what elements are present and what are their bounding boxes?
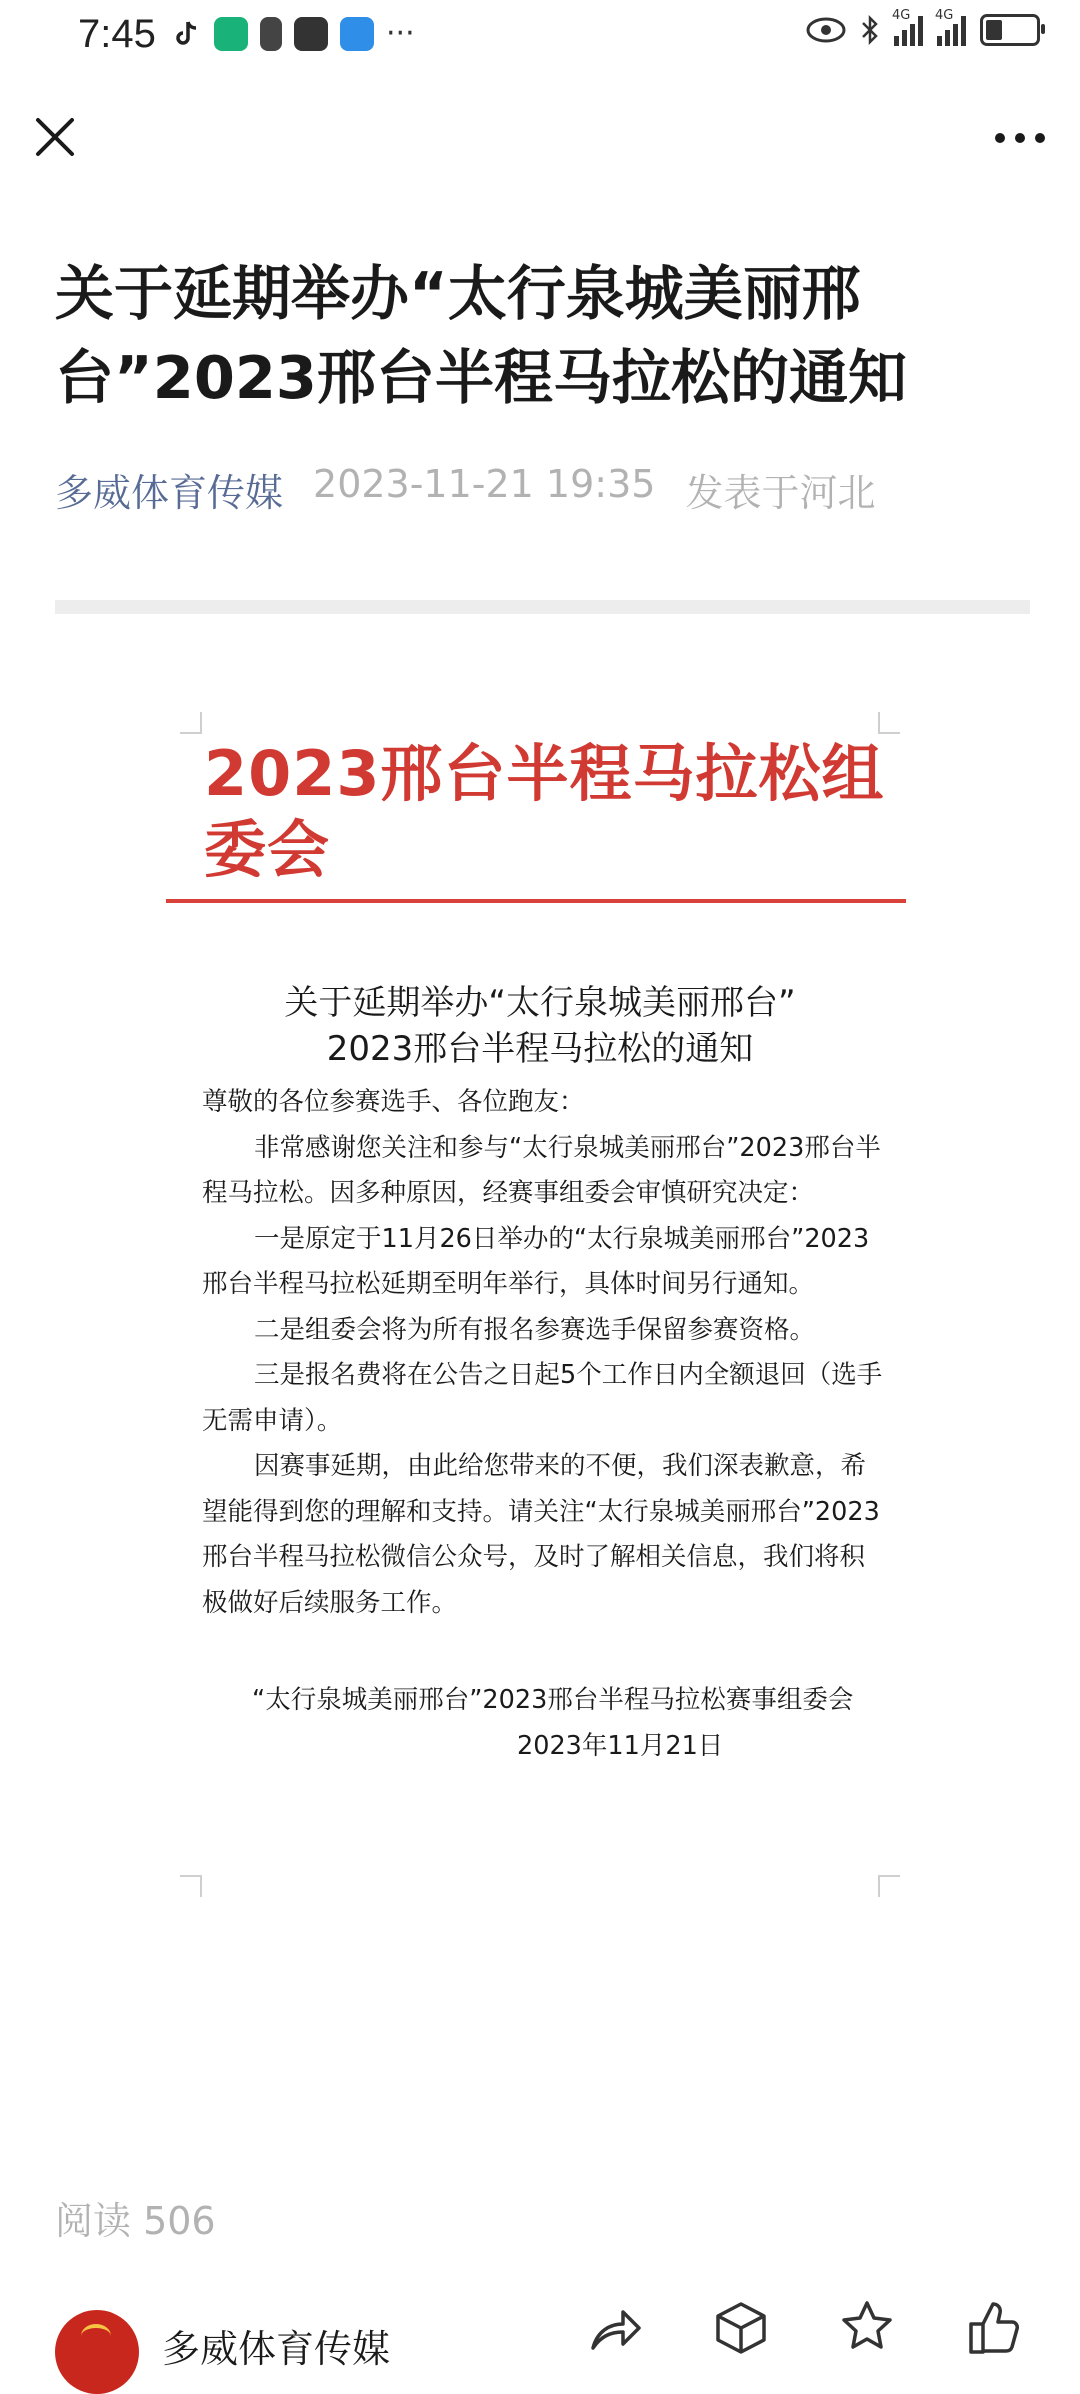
eye-icon <box>806 16 846 44</box>
notice-body <box>202 1080 888 1626</box>
share-icon <box>585 2298 643 2356</box>
system-indicators <box>806 8 1040 46</box>
signal-label: 4G <box>935 8 954 23</box>
crop-mark <box>180 712 202 734</box>
app-stripes-icon <box>294 17 328 51</box>
notification-icons <box>168 16 415 51</box>
notice-image[interactable] <box>180 712 900 1897</box>
box-icon <box>712 2298 770 2356</box>
bottom-bar <box>0 2290 1080 2371</box>
collect-button[interactable] <box>712 2298 770 2356</box>
status-bar <box>0 0 1080 72</box>
like-button[interactable] <box>965 2298 1023 2356</box>
article-meta <box>55 462 875 517</box>
close-button[interactable] <box>30 112 80 162</box>
publish-location: 发表于河北 <box>685 471 876 515</box>
account-avatar[interactable] <box>55 2310 139 2394</box>
notice-paragraph: 二是组委会将为所有报名参赛选手保留参赛资格。 <box>254 1314 816 1345</box>
notice-org-header: 2023邢台半程马拉松组委会 <box>204 737 885 886</box>
notice-title <box>180 980 900 1072</box>
battery-alert-icon <box>260 17 282 51</box>
more-notifications-indicator: ··· <box>386 16 415 51</box>
notice-signature-date: 2023年11月21日 <box>517 1730 724 1761</box>
notice-title-line: 关于延期举办“太行泉城美丽邢台” <box>284 983 796 1023</box>
tiktok-icon <box>168 17 202 51</box>
publish-date: 2023-11-21 19:35 <box>313 462 656 506</box>
like-icon <box>965 2298 1023 2356</box>
signal-label: 4G <box>892 8 911 23</box>
more-button[interactable] <box>990 118 1050 158</box>
notice-paragraph: 一是原定于11月26日举办的“太行泉城美丽邢台”2023邢台半程马拉松延期至明年举行，具体时间另行通知。 <box>202 1223 870 1299</box>
favorite-button[interactable] <box>838 2298 896 2356</box>
crop-mark <box>878 712 900 734</box>
share-button[interactable] <box>585 2298 643 2356</box>
notice-paragraph: 因赛事延期，由此给您带来的不便，我们深表歉意，希望能得到您的理解和支持。请关注“太行泉城美丽邢台”2023邢台半程马拉松微信公众号，及时了解相关信息，我们将积极做好后续服务工作。 <box>202 1451 880 1618</box>
notice-signature <box>180 1678 900 1769</box>
bluetooth-icon <box>860 14 880 46</box>
app-green-icon <box>214 17 248 51</box>
status-time: 7:45 <box>78 12 156 56</box>
notice-paragraph: 三是报名费将在公告之日起5个工作日内全额退回（选手无需申请）。 <box>202 1360 883 1436</box>
more-dots-icon <box>990 118 1050 158</box>
notice-red-rule <box>166 899 906 903</box>
star-icon <box>838 2298 896 2356</box>
author-link[interactable]: 多威体育传媒 <box>55 471 284 515</box>
article-title: 关于延期举办“太行泉城美丽邢台”2023邢台半程马拉松的通知 <box>55 259 907 412</box>
divider <box>55 600 1030 614</box>
notice-signature-org: “太行泉城美丽邢台”2023邢台半程马拉松赛事组委会 <box>252 1685 854 1715</box>
battery-icon <box>980 14 1040 46</box>
account-name[interactable]: 多威体育传媒 <box>162 2327 391 2371</box>
notice-title-line: 2023邢台半程马拉松的通知 <box>326 1029 754 1069</box>
close-icon <box>30 112 80 162</box>
read-count: 阅读 506 <box>55 2199 216 2243</box>
crop-mark <box>180 1875 202 1897</box>
notice-greeting: 尊敬的各位参赛选手、各位跑友： <box>202 1087 585 1117</box>
weather-icon <box>340 17 374 51</box>
crop-mark <box>878 1875 900 1897</box>
notice-paragraph: 非常感谢您关注和参与“太行泉城美丽邢台”2023邢台半程马拉松。因多种原因，经赛事组委会审慎研究决定： <box>202 1132 881 1208</box>
